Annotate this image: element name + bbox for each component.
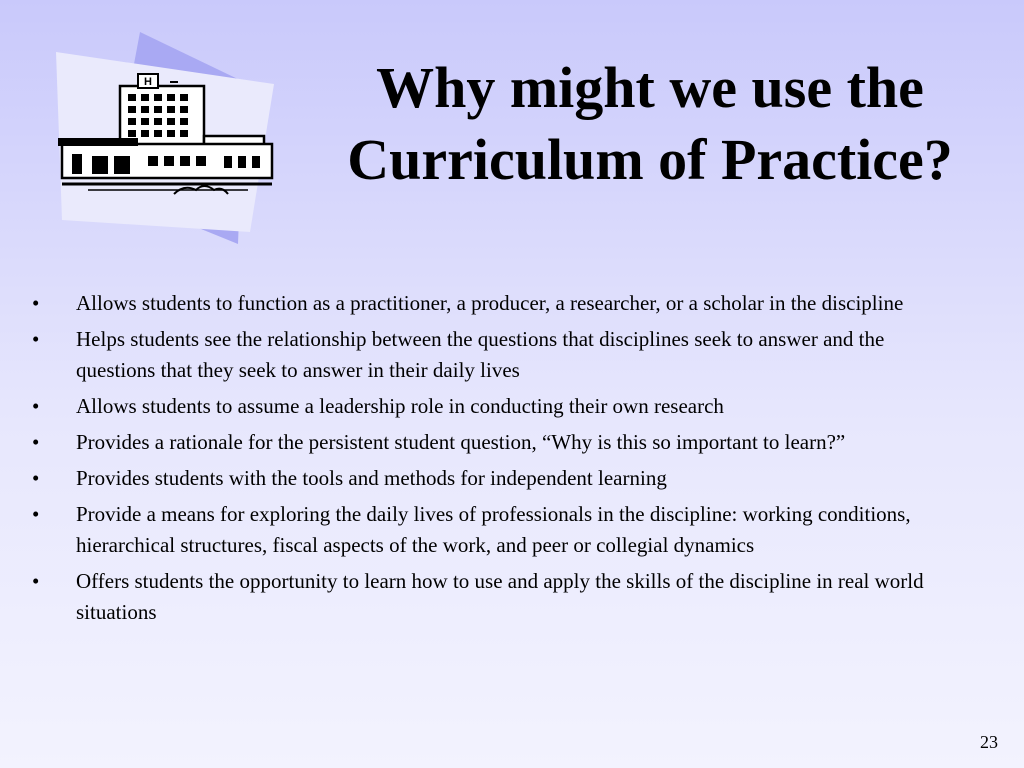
bullet-marker: •	[32, 394, 40, 418]
bullet-text: Helps students see the relationship between the questions that disciplines seek to answer and the questions that they seek to answer in their daily lives	[76, 327, 885, 382]
bullet-text: Provide a means for exploring the daily lives of professionals in the discipline: working conditions, hierarchical structures, fiscal aspects of the work, and peer or collegial dynamics	[76, 502, 911, 557]
title-line-2: Curriculum of Practice?	[347, 127, 953, 192]
bullet-marker: •	[32, 430, 40, 454]
title-line-1: Why might we use the	[376, 55, 924, 120]
bullet-text: Provides a rationale for the persistent student question, “Why is this so important to learn?”	[76, 430, 846, 454]
bullet-marker: •	[32, 327, 40, 351]
bullet-item	[30, 463, 960, 494]
bullet-item	[30, 566, 960, 628]
bullet-item	[30, 499, 960, 561]
bullet-marker: •	[32, 291, 40, 315]
bullet-list	[30, 288, 960, 633]
bullet-item	[30, 391, 960, 422]
slide-title	[300, 52, 1000, 196]
page-number: 23	[980, 732, 998, 752]
bullet-text: Allows students to assume a leadership role in conducting their own research	[76, 394, 724, 418]
bullet-text: Offers students the opportunity to learn how to use and apply the skills of the discipline in real world situations	[76, 569, 924, 624]
bullet-item	[30, 427, 960, 458]
bullet-item	[30, 288, 960, 319]
bullet-item	[30, 324, 960, 386]
bullet-marker: •	[32, 569, 40, 593]
bullet-text: Provides students with the tools and methods for independent learning	[76, 466, 667, 490]
hospital-building-icon	[48, 24, 288, 244]
bullet-marker: •	[32, 502, 40, 526]
svg-text:H: H	[144, 76, 152, 88]
bullet-marker: •	[32, 466, 40, 490]
bullet-text: Allows students to function as a practitioner, a producer, a researcher, or a scholar in the discipline	[76, 291, 904, 315]
